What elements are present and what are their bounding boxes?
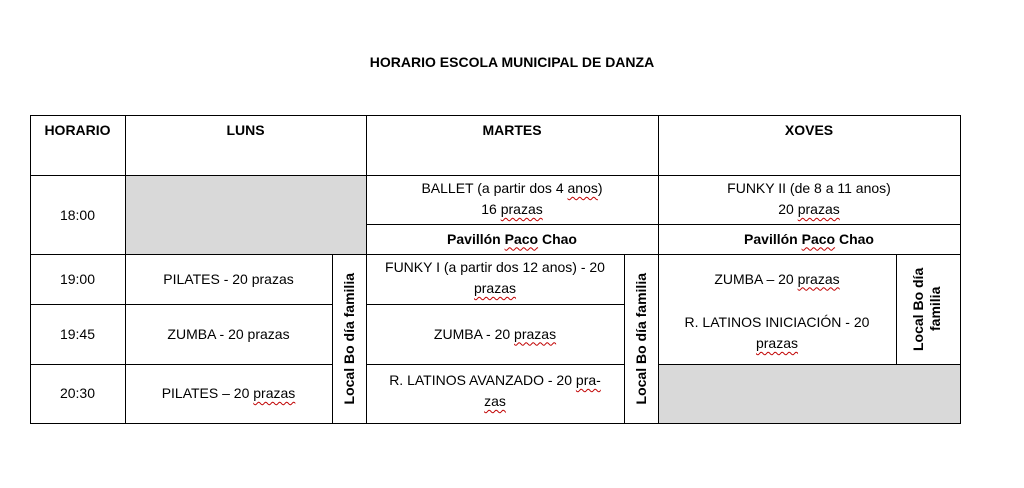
xoves-venue-cell: Pavillón Paco Chao [744, 230, 874, 247]
grid-line [30, 254, 961, 255]
header-horario: HORARIO [44, 122, 111, 138]
grid-line [366, 364, 624, 365]
luns-2030-cell: PILATES – 20 prazas [161, 385, 296, 401]
grid-line [30, 175, 961, 176]
luns-1800-empty-cell [125, 176, 366, 254]
martes-1800-cell: BALLET (a partir dos 4 anos) 16 prazas [421, 180, 603, 217]
luns-local-label: Local Bo día familia [340, 272, 357, 405]
grid-line [366, 224, 961, 225]
martes-venue-cell: Pavillón Paco Chao [447, 230, 577, 247]
grid-line [30, 304, 332, 305]
grid-line [332, 254, 333, 424]
grid-line [30, 115, 961, 116]
grid-line [366, 304, 624, 305]
xoves-1900-cell: ZUMBA – 20 prazas [714, 270, 840, 287]
grid-line [30, 115, 31, 424]
header-martes: MARTES [482, 122, 542, 138]
time-1800: 18:00 [59, 206, 96, 223]
grid-line [624, 254, 625, 424]
martes-1900-cell: FUNKY I (a partir dos 12 anos) - 20 prazas [385, 259, 605, 296]
time-1945: 19:45 [59, 325, 96, 342]
grid-line [658, 115, 659, 424]
xoves-1945-cell: R. LATINOS INICIACIÓN - 20 prazas [684, 314, 870, 351]
page-title: HORARIO ESCOLA MUNICIPAL DE DANZA [369, 54, 655, 70]
grid-line [896, 254, 897, 364]
grid-line [658, 364, 961, 365]
xoves-1800-cell: FUNKY II (de 8 a 11 anos) 20 prazas [727, 180, 891, 217]
grid-line [125, 115, 126, 424]
luns-local-cell [332, 254, 366, 423]
grid-line [366, 115, 367, 424]
luns-1900-cell: PILATES - 20 prazas [163, 270, 294, 287]
luns-1945-cell: ZUMBA - 20 prazas [167, 325, 290, 342]
grid-line [30, 423, 961, 424]
xoves-local-label: Local Bo día familia [910, 267, 943, 351]
time-1900: 19:00 [59, 270, 96, 287]
time-2030: 20:30 [59, 385, 96, 401]
martes-1945-cell: ZUMBA - 20 prazas [433, 325, 557, 342]
header-xoves: XOVES [784, 122, 834, 138]
grid-line [30, 364, 332, 365]
xoves-2030-empty-cell [658, 364, 960, 423]
martes-local-cell [624, 254, 658, 423]
martes-local-label: Local Bo día familia [632, 272, 649, 405]
martes-2030-cell: R. LATINOS AVANZADO - 20 pra- zas [389, 372, 601, 409]
header-luns: LUNS [226, 122, 265, 138]
xoves-local-cell [896, 254, 960, 364]
grid-line [960, 115, 961, 424]
